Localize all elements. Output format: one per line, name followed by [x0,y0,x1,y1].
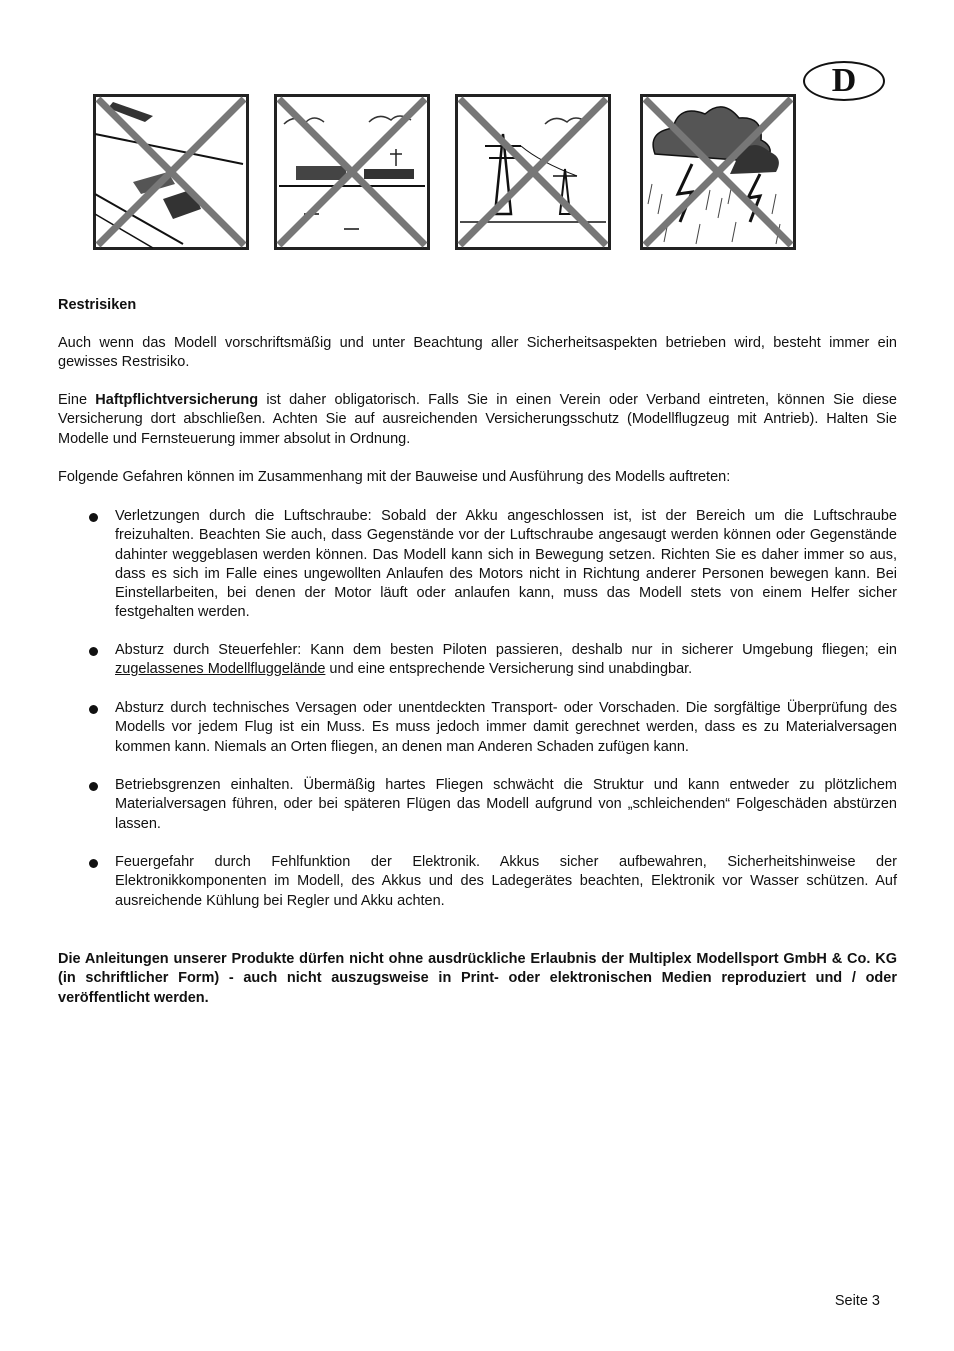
insurance-body-text: ist daher obligatorisch. Falls Sie in einen Verein oder Verband eintreten, können Sie diese Versicherung dort abschließen. Achten Sie auf ausreichenden Versicherungsschutz (Modellflugzeug mit Antrieb). Halten Sie Modelle und Fernsteuerung immer absolut in Ordnung. [58,392,897,447]
bullet-icon [89,705,98,714]
page-number: Seite 3 [834,1293,880,1309]
bullet-text [115,641,897,680]
bullet-icon [89,513,98,522]
bullet-icon [89,647,98,656]
list-item [58,699,897,757]
language-badge: D [803,61,885,101]
bullet-text: Absturz durch technisches Versagen oder unentdeckten Transport- oder Vorschaden. Die sorgfältige Überprüfung des Modells vor jedem Flug ist ein Muss. Es muss jedoch immer damit gerechnet werden, dass es zu Materialversagen kommen kann. Niemals an Orten fliegen, an denen man Anderen Schaden zufügen kann. [115,700,897,755]
list-item [58,853,897,911]
warning-pictograms [0,94,954,254]
no-flying-near-railway-icon [274,94,430,250]
underlined-term: zugelassenes Modellfluggelände [115,661,326,678]
bullet-text-part: Absturz durch Steuerfehler: Kann dem besten Piloten passieren, deshalb nur in sicherer Umgebung fliegen; ein [115,642,897,658]
paragraph-residual-risk: Auch wenn das Modell vorschriftsmäßig und unter Beachtung aller Sicherheitsaspekten betrieben wird, besteht immer ein gewisses Restrisiko. [58,335,897,371]
bullet-text: Feuergefahr durch Fehlfunktion der Elektronik. Akkus sicher aufbewahren, Sicherheitshinweise der Elektronikkomponenten im Modell, des Akkus und des Ladegerätes beachten, Elektronik vor Wasser schützen. Auf ausreichende Kühlung bei Regler und Akku achten. [115,854,897,909]
bullet-icon [89,859,98,868]
bullet-text: Verletzungen durch die Luftschraube: Sobald der Akku angeschlossen ist, ist der Bereich um die Luftschraube freizuhalten. Beachten Sie auch, dass Gegenstände vor der Luftschraube angesaugt werden können oder Gegenstände dahinter weggeblasen werden können. Das Modell kann sich in Bewegung setzen. Richten Sie es daher immer so aus, dass es sich im Falle eines ungewollten Anlaufen des Motors nicht in Richtung anderer Personen bewegen kann. Bei Einstellarbeiten, bei denen der Motor läuft oder anlaufen kann, muss das Modell stets von einem Helfer sicher festgehalten werden. [115,508,897,621]
paragraph-dangers-intro: Folgende Gefahren können im Zusammenhang mit der Bauweise und Ausführung des Modells auftreten: [58,469,731,485]
list-item [58,507,897,623]
list-item [58,776,897,834]
insurance-keyword: Haftpflichtversicherung [95,392,259,408]
bullet-text-part: und eine entsprechende Versicherung sind unabdingbar. [325,661,693,678]
list-item [58,641,897,680]
bullet-icon [89,782,98,791]
insurance-intro-text: Eine [58,392,96,408]
no-flying-in-thunderstorm-icon [640,94,796,250]
copyright-notice: Die Anleitungen unserer Produkte dürfen nicht ohne ausdrückliche Erlaubnis der Multiplex Modellsport GmbH & Co. KG (in schriftlicher Form) - auch nicht auszugsweise in Print- oder elektronischen Medien reproduziert und / oder veröffentlicht werden. [58,951,897,1006]
no-flying-near-power-lines-icon [455,94,611,250]
bullet-text: Betriebsgrenzen einhalten. Übermäßig hartes Fliegen schwächt die Struktur und kann entweder zu plötzlichem Materialversagen führen, oder bei späteren Flügen das Modell aufgrund von „schleichenden“ Folgeschäden abstürzen lassen. [115,777,897,832]
paragraph-insurance [58,391,897,449]
no-flying-near-roads-cars-icon [93,94,249,250]
section-title: Restrisiken [58,297,137,313]
